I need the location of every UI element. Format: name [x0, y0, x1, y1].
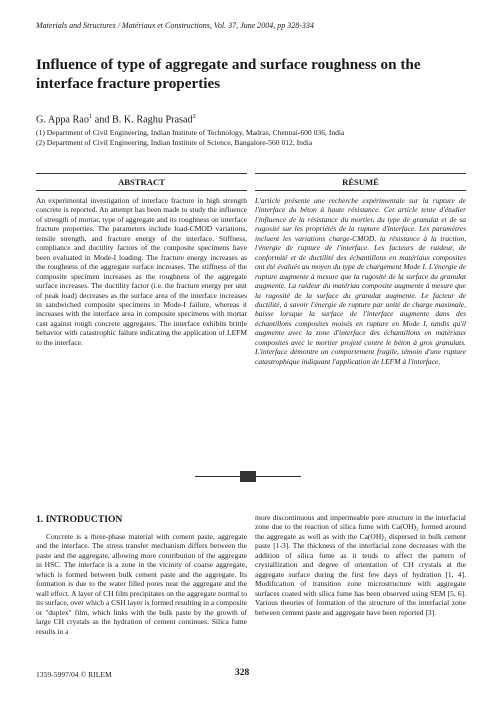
resume-top-rule	[255, 173, 466, 174]
author-2: and B. K. Raghu Prasad	[92, 114, 193, 126]
author-1-affil-mark: 1	[88, 113, 93, 120]
resume-heading: RÉSUMÉ	[342, 177, 379, 187]
author-1: G. Appa Rao	[36, 114, 89, 126]
abstract-text: An experimental investigation of interface fracture in high strength concrete is reported. An attempt has been made to study the influence of strength of mortar, type of aggregate and its roughness on interface fracture properties. The parameters include load-CMOD variations, tensile strength, and fracture energy of the interface. Stiffness, compliance and ductility factors of the composite specimens have been evaluated in Mode-I loading. The fracture energy increases as the roughness of the aggregate surface increases. The stiffness of the composite specimen increases as the roughness of the aggregate surface increases. The ductility factor (i.e. the fracture energy per unit of peak load) decreases as the surface area of the interface increases in sandwiched composite specimens in Mode-I failure, whereas it increases with the interface area in composite specimens with mortar cast against rough concrete aggregates. The interface exhibits brittle behavior with catastrophic failure indicating the application of LEFM to the interface.	[36, 196, 247, 347]
author-2-affil-mark: 2	[192, 113, 196, 120]
footer-issn: 1359-5997/04 © RILEM	[36, 670, 112, 679]
section-divider-ornament	[240, 471, 256, 482]
abstract-bottom-rule	[36, 190, 247, 191]
affiliation-2: (2) Department of Civil Engineering, Indian Institute of Science, Bangalore-560 012, India	[36, 138, 313, 147]
page-number: 328	[235, 668, 250, 678]
introduction-col1-text: Concrete is a three-phase material with cement paste, aggregate and the interface. The stress transfer mechanism differs between the paste and the aggregate, allowing more contribution of the aggregate in HSC. The interface is a zone in the vicinity of coarse aggregate, which is formed between bulk cement paste and the aggregate. Its formation is due to the water filled pores near the aggregate and the wall effect. A layer of CH film precipitates on the aggregate normal to its surface, over which a CSH layer is formed resulting in a composite or "duplex" film, which links with the bulk paste by the growth of large CH crystals as the hydration of cement continues. Silica fume results in a	[36, 532, 247, 636]
abstract-top-rule	[36, 173, 247, 174]
paper-title: Influence of type of aggregate and surface roughness on the interface fracture properties	[36, 56, 421, 92]
introduction-heading: 1. INTRODUCTION	[36, 514, 123, 525]
resume-bottom-rule	[255, 190, 466, 191]
introduction-col2-text: more discontinuous and impermeable pore structure in the interfacial zone due to the reaction of silica fume with Ca(OH)₂ formed around the aggregate as well as with the Ca(OH)₂ dispersed in bulk cement paste [1-3]. The thickness of the interfacial zone decreases with the addition of silica fume as it tends to affect the pattern of crystallization and degree of orientation of CH crystals at the aggregate surface during the first few days of hydration [1, 4]. Modification of transition zone microstructure with aggregate surfaces coated with silica fume has been observed using SEM [5, 6]. Various theories of formation of the structure of the interfacial zone between cement paste and aggregate have been reported [3].	[255, 513, 466, 617]
affiliation-1: (1) Department of Civil Engineering, Indian Institute of Technology, Madras, Chennai-600 036, India	[36, 128, 345, 137]
abstract-heading: ABSTRACT	[118, 177, 165, 187]
authors	[36, 113, 196, 125]
resume-text: L'article présente une recherche expérimentale sur la rupture de l'interface du béton à haute résistance. Cet article tente d'étudier l'influence de la résistance du mortier, du type de granulat et de sa rugosité sur les propriétés de la rupture d'interface. Les paramètres incluent les variations charge-CMOD, la résistance à la traction, l'énergie de rupture de l'interface. Les facteurs de raideur, de conformité et de ductilité des échantillons en matériaux composites ont été évalués au moyen du type de chargement Mode I. L'énergie de rupture augmente à mesure que la rugosité de la surface du granulat augmente. La raideur du matériau composite augmente à mesure que la rugosité de la surface du granulat augmente. Le facteur de ductilité, à savoir l'énergie de rupture par unité de charge maximale, baisse lorsque la surface de l'interface augmente dans des échantillons composites moisés en rupture en Mode I, tandis qu'il augmente avec la zone d'interface des échantillons en matériaux composites avec le mortier projeté contre le béton à gros granulats. L'interface démontre un comportement fragile, témoin d'une rupture catastrophique indiquant l'application de LEFM à l'interface.	[255, 196, 466, 366]
journal-header: Materials and Structures / Matériaux et Constructions, Vol. 37, June 2004, pp 328-334	[36, 21, 314, 30]
